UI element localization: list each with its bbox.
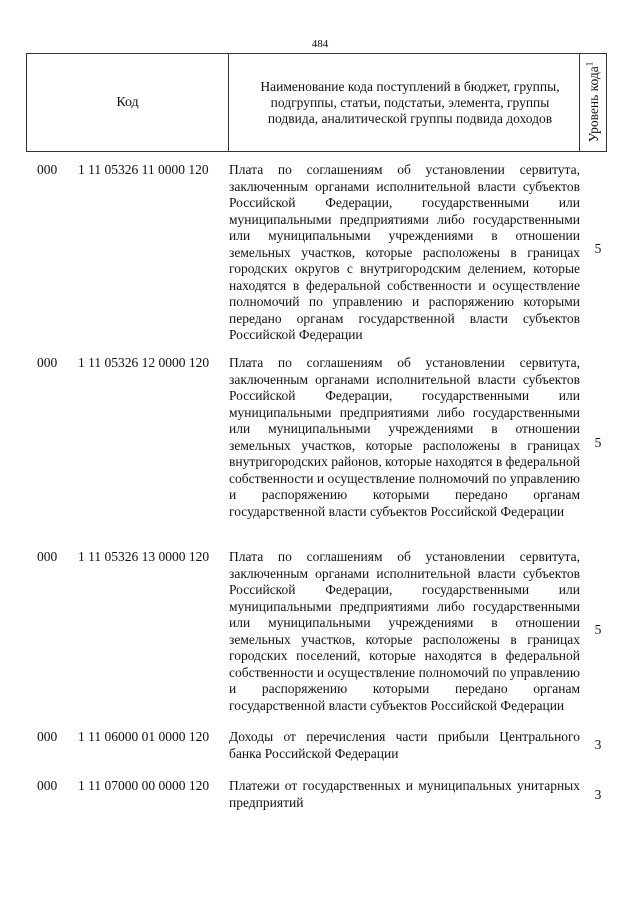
income-name: Плата по соглашениям об установлении сервитута, заключенным органами исполнительной власти субъектов Российской Федерации, государственными или муниципальными предприятиями либо государственными или муниципальными учреждениями в отношении земельных участков, которые расположены в границах городских округов с внутригородским делением, которые находятся в федеральной собственности и осуществление полномочий по управлению и распоряжению которыми передано органам государственной власти субъектов Российской Федерации: [229, 162, 580, 342]
page-number: 484: [311, 38, 329, 50]
income-name: Плата по соглашениям об установлении сервитута, заключенным органами исполнительной власти субъектов Российской Федерации, государственными или муниципальными предприятиями либо государственными или муниципальными учреждениями в отношении земельных участков, которые расположены в границах внутригородских районов, которые находятся в федеральной собственности и осуществление полномочий по управлению и распоряжению которыми передано органам государственной власти субъектов Российской Федерации: [229, 355, 580, 519]
code-level: 5: [594, 435, 602, 450]
table-header: [26, 53, 607, 152]
admin-code: 000: [37, 162, 58, 177]
header-name: Наименование кода поступлений в бюджет, группы, подгруппы, статьи, подстатьи, элемента, группы подвида, аналитической группы подвида доходов: [229, 54, 580, 151]
code-level: 5: [594, 241, 602, 256]
header-level-label: Уровень кода: [585, 66, 601, 143]
income-code: 1 11 05326 12 0000 120: [78, 355, 210, 370]
code-level: 3: [594, 737, 602, 752]
admin-code: 000: [37, 729, 58, 744]
admin-code: 000: [37, 355, 58, 370]
income-code: 1 11 05326 13 0000 120: [78, 549, 210, 564]
header-level: [580, 54, 606, 151]
income-name: Доходы от перечисления части прибыли Центрального банка Российской Федерации: [229, 729, 580, 761]
admin-code: 000: [37, 778, 58, 793]
income-name: Платежи от государственных и муниципальных унитарных предприятий: [229, 778, 580, 810]
income-name: Плата по соглашениям об установлении сервитута, заключенным органами исполнительной власти субъектов Российской Федерации, государственными или муниципальными предприятиями либо государственными или муниципальными учреждениями в отношении земельных участков, которые расположены в границах городских поселений, которые находятся в федеральной собственности и осуществление полномочий по управлению и распоряжению которыми передано органам государственной власти субъектов Российской Федерации: [229, 549, 580, 713]
income-code: 1 11 05326 11 0000 120: [78, 162, 209, 177]
header-code: Код: [27, 54, 229, 151]
income-code: 1 11 06000 01 0000 120: [78, 729, 210, 744]
header-level-text: [584, 62, 602, 143]
code-level: 5: [594, 622, 602, 637]
code-level: 3: [594, 787, 602, 802]
income-code: 1 11 07000 00 0000 120: [78, 778, 210, 793]
admin-code: 000: [37, 549, 58, 564]
header-level-footnote: 1: [584, 61, 595, 67]
